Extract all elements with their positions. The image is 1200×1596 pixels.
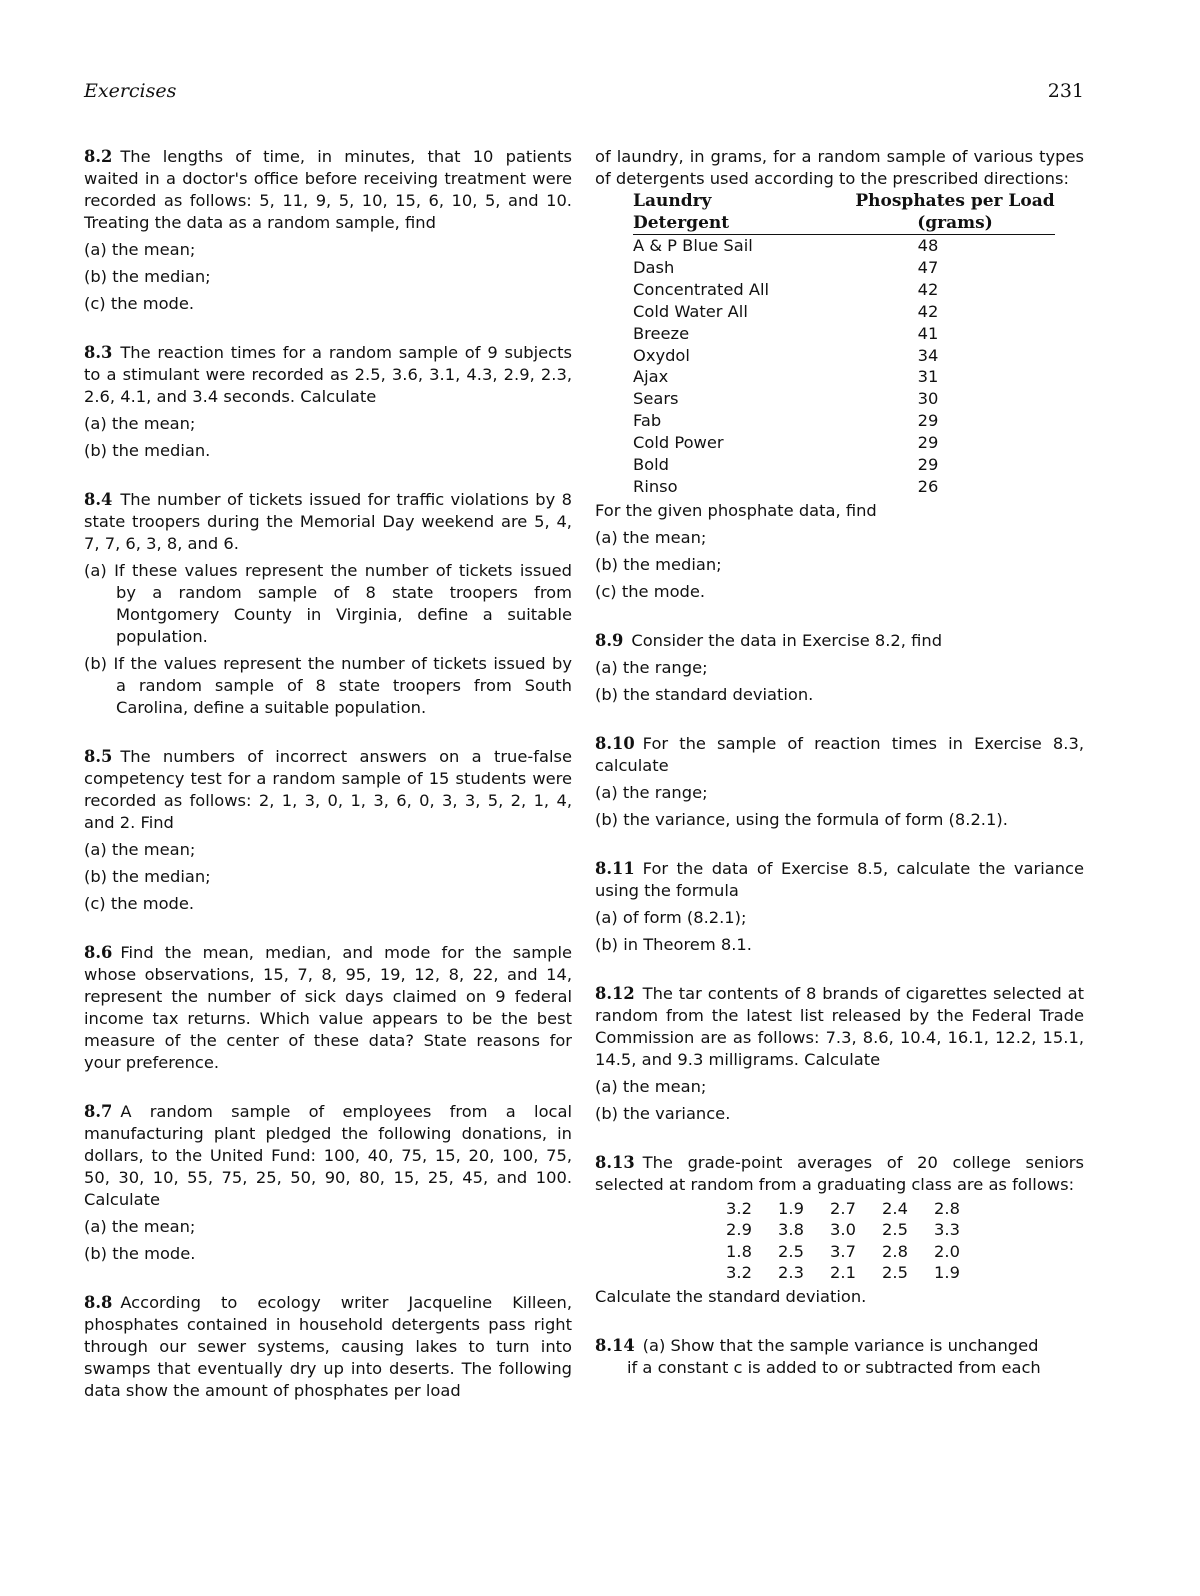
gpa-value: 2.4 (882, 1198, 908, 1218)
exercise-8-5 (84, 746, 572, 915)
table-row (633, 257, 1055, 279)
part-b: (b) in Theorem 8.1. (595, 934, 752, 954)
phosphate-cell: 31 (917, 367, 939, 387)
table-row (633, 323, 1055, 345)
part-c: (c) the mode. (84, 894, 195, 913)
part-b: (b) If the values represent the number of tickets issued by a random sample of 8 state troopers from South Carolina, define a suitable population. (84, 654, 572, 717)
phosphate-cell: 29 (917, 433, 939, 453)
part-b: (b) the median. (84, 441, 211, 460)
part-a: (a) the mean; (84, 840, 196, 859)
exercise-8-10 (595, 733, 1084, 831)
detergent-cell: Sears (633, 389, 679, 409)
gpa-value: 1.8 (726, 1241, 752, 1261)
phosphate-table (633, 190, 1055, 498)
part-b: (b) the standard deviation. (595, 684, 814, 704)
exercise-number: 8.10 (595, 733, 635, 753)
gpa-row (713, 1219, 973, 1241)
left-column (84, 146, 572, 1402)
phosphate-cell: 29 (917, 411, 939, 431)
exercise-number: 8.6 (84, 943, 113, 962)
exercise-number: 8.12 (595, 983, 635, 1003)
part-b: (b) the mode. (84, 1244, 196, 1263)
exercise-8-8 (84, 1292, 572, 1402)
detergent-cell: Breeze (633, 323, 690, 343)
exercise-text: The tar contents of 8 brands of cigarettes selected at random from the latest list released by the Federal Trade Commission are as follows: 7.3, 8.6, 10.4, 16.1, 12.2, 15.1, 14.5, and 9.3 milligrams. Calculate (595, 983, 1084, 1069)
col-header-detergent-line2: Detergent (633, 213, 730, 233)
part-b: (b) the median; (84, 867, 211, 886)
part-a: (a) the mean; (595, 1076, 707, 1096)
exercise-text: The reaction times for a random sample of 9 subjects to a stimulant were recorded as 2.5, 3.6, 3.1, 4.3, 2.9, 2.3, 2.6, 4.1, and 3.4 seconds. Calculate (84, 343, 572, 406)
detergent-cell: Rinso (633, 476, 678, 496)
part-a: (a) the mean; (84, 240, 196, 259)
gpa-value: 2.3 (778, 1263, 804, 1283)
exercise-8-13 (595, 1152, 1084, 1308)
gpa-value: 2.5 (882, 1263, 908, 1283)
exercise-followup-text: For the given phosphate data, find (595, 500, 877, 520)
detergent-cell: Fab (633, 411, 662, 431)
exercise-number: 8.3 (84, 343, 113, 362)
gpa-row (713, 1262, 973, 1284)
exercise-text: The number of tickets issued for traffic violations by 8 state troopers during the Memorial Day weekend are 5, 4, 7, 7, 6, 3, 8, and 6. (84, 490, 572, 553)
detergent-cell: Oxydol (633, 345, 690, 365)
table-row (633, 454, 1055, 476)
col-header-phosphates-line2: (grams) (917, 213, 993, 233)
part-a: (a) the mean; (84, 1217, 196, 1236)
gpa-grid (713, 1198, 973, 1284)
gpa-row (713, 1241, 973, 1263)
exercise-text: The grade-point averages of 20 college seniors selected at random from a graduating class are as follows: (595, 1152, 1084, 1194)
exercise-number: 8.5 (84, 747, 113, 766)
part-a: (a) the mean; (84, 414, 196, 433)
exercise-number: 8.14 (595, 1335, 635, 1355)
gpa-value: 2.7 (830, 1198, 856, 1218)
exercise-text: For the sample of reaction times in Exercise 8.3, calculate (595, 733, 1084, 775)
exercise-8-7 (84, 1101, 572, 1265)
part-a: (a) the range; (595, 782, 708, 802)
phosphate-cell: 34 (917, 345, 939, 365)
table-row (633, 345, 1055, 367)
detergent-cell: Cold Power (633, 433, 724, 453)
exercise-text-continued: of laundry, in grams, for a random sample of various types of detergents used according to the prescribed directions: (595, 147, 1084, 188)
table-header (633, 190, 1055, 235)
gpa-value: 2.9 (726, 1220, 752, 1240)
exercise-8-14 (595, 1335, 1084, 1379)
phosphate-cell: 41 (917, 323, 939, 343)
gpa-value: 2.8 (934, 1198, 960, 1218)
table-row (633, 366, 1055, 388)
gpa-value: 2.1 (830, 1263, 856, 1283)
gpa-value: 1.9 (934, 1263, 960, 1283)
part-a: (a) of form (8.2.1); (595, 907, 747, 927)
gpa-value: 3.2 (726, 1263, 752, 1283)
table-row (633, 410, 1055, 432)
gpa-value: 3.2 (726, 1198, 752, 1218)
part-b: (b) the median; (84, 267, 211, 286)
col-header-phosphates-line1: Phosphates per Load (855, 191, 1055, 211)
part-b: (b) the variance, using the formula of form (8.2.1). (595, 809, 1008, 829)
gpa-value: 3.8 (778, 1220, 804, 1240)
detergent-cell: Ajax (633, 367, 669, 387)
table-row (633, 279, 1055, 301)
detergent-cell: Dash (633, 257, 675, 277)
exercise-8-2 (84, 146, 572, 315)
gpa-value: 2.5 (882, 1220, 908, 1240)
exercise-number: 8.7 (84, 1102, 113, 1121)
exercise-number: 8.4 (84, 490, 113, 509)
phosphate-cell: 42 (917, 279, 939, 299)
part-b: (b) the median; (595, 554, 722, 574)
exercise-8-12 (595, 983, 1084, 1125)
col-header-detergent-line1: Laundry (633, 191, 712, 211)
gpa-value: 3.0 (830, 1220, 856, 1240)
exercise-text: Find the mean, median, and mode for the sample whose observations, 15, 7, 8, 95, 19, 12, 8, 22, and 14, represent the number of sick days claimed on 9 federal income tax returns. Which value appears to be the best measure of the center of these data? State reasons for your preference. (84, 943, 572, 1072)
exercise-8-4 (84, 489, 572, 719)
part-b: (b) the variance. (595, 1103, 731, 1123)
gpa-value: 3.7 (830, 1241, 856, 1261)
running-head (84, 80, 1084, 108)
exercise-number: 8.2 (84, 147, 113, 166)
exercise-text: The numbers of incorrect answers on a true-false competency test for a random sample of 15 students were recorded as follows: 2, 1, 3, 0, 1, 3, 6, 0, 3, 3, 5, 2, 1, 4, and 2. Find (84, 747, 572, 832)
exercise-8-8-continued (595, 146, 1084, 603)
gpa-value: 2.5 (778, 1241, 804, 1261)
part-a: (a) the mean; (595, 527, 707, 547)
exercise-8-3 (84, 342, 572, 462)
exercise-followup-text: Calculate the standard deviation. (595, 1286, 867, 1306)
phosphate-cell: 26 (917, 476, 939, 496)
table-row (633, 235, 1055, 257)
part-a-start: (a) Show that the sample variance is unchanged (642, 1335, 1039, 1355)
table-row (633, 476, 1055, 498)
exercise-text: A random sample of employees from a local manufacturing plant pledged the following donations, in dollars, to the United Fund: 100, 40, 75, 15, 20, 100, 75, 50, 30, 10, 55, 75, 25, 50, 90, 80, 15, 25, 45, and 100. Calculate (84, 1102, 572, 1209)
exercise-8-6 (84, 942, 572, 1074)
exercise-number: 8.8 (84, 1293, 113, 1312)
detergent-cell: Concentrated All (633, 279, 770, 299)
table-row (633, 301, 1055, 323)
exercise-number: 8.9 (595, 630, 624, 650)
part-a: (a) If these values represent the number of tickets issued by a random sample of 8 state troopers from Montgomery County in Virginia, define a suitable population. (84, 561, 572, 646)
exercise-text: According to ecology writer Jacqueline Killeen, phosphates contained in household detergents pass right through our sewer systems, causing lakes to turn into swamps that eventually dry up into deserts. The following data show the amount of phosphates per load (84, 1293, 572, 1400)
gpa-value: 2.0 (934, 1241, 960, 1261)
detergent-cell: Bold (633, 455, 669, 475)
gpa-row (713, 1198, 973, 1220)
gpa-value: 1.9 (778, 1198, 804, 1218)
exercise-text: For the data of Exercise 8.5, calculate the variance using the formula (595, 858, 1084, 900)
part-a: (a) the range; (595, 657, 708, 677)
detergent-cell: A & P Blue Sail (633, 236, 753, 255)
page-number: 231 (1047, 80, 1084, 102)
exercise-number: 8.13 (595, 1152, 635, 1172)
exercise-8-9 (595, 630, 1084, 706)
table-row (633, 388, 1055, 410)
part-c: (c) the mode. (595, 581, 706, 601)
table-row (633, 432, 1055, 454)
exercise-text: Consider the data in Exercise 8.2, find (631, 630, 943, 650)
part-a-continued: if a constant c is added to or subtracted from each (627, 1357, 1041, 1377)
right-column (595, 146, 1084, 1379)
phosphate-cell: 47 (917, 257, 939, 277)
part-c: (c) the mode. (84, 294, 195, 313)
exercise-8-11 (595, 858, 1084, 956)
phosphate-cell: 29 (917, 455, 939, 475)
phosphate-cell: 42 (917, 301, 939, 321)
detergent-cell: Cold Water All (633, 301, 748, 321)
phosphate-cell: 30 (917, 389, 939, 409)
gpa-value: 2.8 (882, 1241, 908, 1261)
gpa-value: 3.3 (934, 1220, 960, 1240)
running-title: Exercises (84, 80, 177, 102)
exercise-number: 8.11 (595, 858, 635, 878)
phosphate-cell: 48 (917, 236, 939, 255)
exercise-text: The lengths of time, in minutes, that 10 patients waited in a doctor's office before receiving treatment were recorded as follows: 5, 11, 9, 5, 10, 15, 6, 10, 5, and 10. Treating the data as a random sample, find (84, 147, 572, 232)
